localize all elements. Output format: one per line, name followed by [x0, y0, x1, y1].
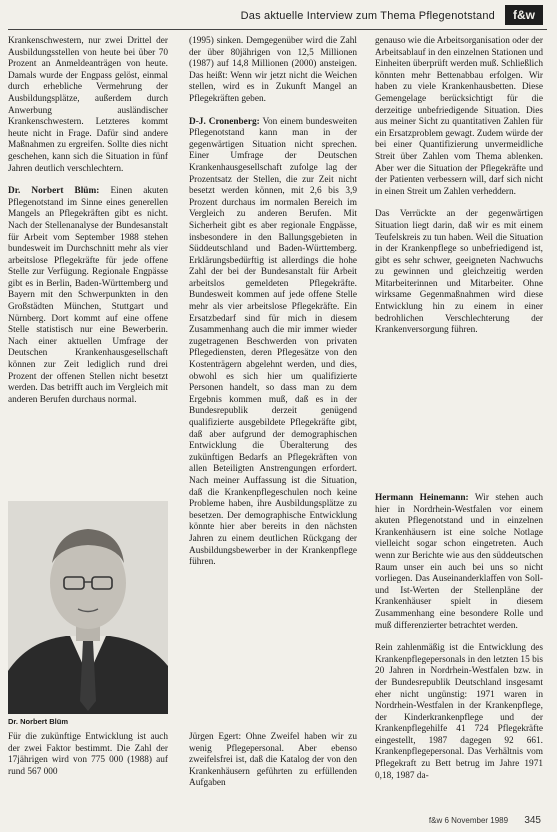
header-title: Das aktuelle Interview zum Thema Pflegenotstand: [240, 10, 495, 22]
col2-paragraph-2: [189, 117, 357, 569]
page-header: [0, 0, 557, 30]
column-2: [189, 36, 357, 580]
page-footer: [429, 815, 541, 826]
speaker-heinemann: Hermann Heinemann:: [375, 493, 469, 503]
col1-paragraph-1: Krankenschwestern, nur zwei Drittel der Ausbildungsstellen von heute bei über 70 Prozent an Anmeldeanträgen von heute. Damals wurde der Engpass gelöst, einmal durch erhebliche Vermehrung der Ausbildungsplätze, außerdem durch Anwerbung ausländischer Krankenschwestern. Letzteres kommt heute nicht in Frage. Dafür sind andere Maßnahmen zu ergreifen. Sollte dies nicht geschehen, kann sich die Situation in fünf Jahren deutlich verschlechtern.: [8, 36, 168, 174]
col2-bottom-paragraph: Jürgen Egert: Ohne Zweifel haben wir zu wenig Pflegepersonal. Aber ebenso zweifelsfrei ist, daß die Katalog der von den Krankenhäusern geführten zu erfüllenden Aufgaben: [189, 732, 357, 789]
portrait-photo: [8, 501, 168, 714]
col2-paragraph-2-text: Von einem bundesweiten Pflegenotstand kann man in der gegenwärtigen Situation nicht sprechen. Einer Umfrage der Deutschen Krankenhausgesellschaft zufolge lag der Prozentsatz der Stellen, die zur Zeit nicht besetzt werden können, mit 2,6 bis 3,9 Prozent durchaus im normalen Bereich im Vergleich zu anderen Berufen. Mit Sicherheit gibt es aber regionale Engpässe, insbesondere in den Ballungsgebieten in Süddeutschland und Baden-Württemberg. Erklärungsbedürftig ist allerdings die hohe Zahl der bei der Bundesanstalt für Arbeit arbeitslos gemeldeten Pflegekräfte. Bundesweit kommen auf jede offene Stelle mehr als vier arbeitslose Pflegekräfte. Ein Ersatzbedarf sind für mich in diesem Zusammenhang auch die mir immer wieder zugetragenen Beschwerden von privaten Pflegediensten, deren Pflegesätze von den Kostenträgern abgelehnt werden, und dies, obwohl es sich hier um qualifizierte Personen handelt, so dass man zu dem Ergebnis kommen muß, daß es in der Bundesrepublik derzeit genügend qualifizierte ausgebildete Pflegekräfte gibt, daß aber aufgrund der demographischen Entwicklung die Überalterung des zukünftigen Bedarfs an Pflegekräften von allen Beteiligten Anstrengungen erfordert. Nach meiner Auffassung ist die Situation, daß die Krankenpflegeschulen noch keine Probleme haben, ihre Ausbildungsplätze zu besetzen. Der demographische Entwicklung könnte hier aber bereits in den nächsten Jahren zu einem deutlichen Rückgang der Ausbildungsbewerber in der Krankenpflege führen.: [189, 116, 358, 568]
column-1: [8, 36, 168, 417]
journal-logo: f&w: [505, 5, 543, 25]
column-3: [375, 36, 543, 348]
speaker-cronenberg: D-J. Cronenberg:: [189, 116, 260, 127]
col3-paragraph-2: Das Verrückte an der gegenwärtigen Situation liegt darin, daß wir es mit einem Teufelskreis zu tun haben. Weil die Situation in der Krankenpflege so unbefriedigend ist, gibt es sehr schwer, geeigneten Nachwuchs zu gewinnen und gleichzeitig werden Mitarbeiterinnen und Mitarbeiter. Ohne wirksame Gegenmaßnahmen wird diese Entwicklung hin zu einem in einer bedrohlichen Verschlechterung der Krankenversorgung führen.: [375, 209, 543, 336]
column-1-bottom: [8, 732, 168, 778]
header-rule: [8, 29, 547, 30]
col1-paragraph-2-text: Einen akuten Pflegenotstand im Sinne eines generellen Mangels an Pflegekräften gibt es nicht. Nach der Stellenanalyse der Bundesanstalt für Arbeit vom September 1988 stehen bundesweit im Durchschnitt mehr als vier arbeitslose Pflegekräfte für jede offene Stelle zur Verfügung. Regionale Engpässe gibt es in Berlin, Baden-Württemberg und Bayern mit den Schwerpunkten in den Großstädten München, Stuttgart und Nürnberg. Dort kommt auf eine offene Stelle statistisch nur eine Bewerberin. Nach einer aktuellen Umfrage der Deutschen Krankenhausgesellschaft können zur Zeit lediglich rund drei Prozent der offenen Stellen nicht besetzt werden. Das betrifft auch im Vergleich mit anderen Berufen durchaus normal.: [8, 186, 169, 405]
col3-bottom-paragraph-1: [375, 493, 543, 632]
photo-caption: Dr. Norbert Blüm: [8, 717, 69, 726]
speaker-bluem: Dr. Norbert Blüm:: [8, 186, 100, 197]
col1-bottom-paragraph: Für die zukünftige Entwicklung ist auch der zwei Faktor bestimmt. Die Zahl der 17jährigen wird von 775 000 (1988) auf rund 567 000: [8, 732, 168, 777]
page-number: 345: [524, 815, 541, 826]
col3-bottom-paragraph-2: Rein zahlenmäßig ist die Entwicklung des Krankenpflegepersonals in den letzten 15 bis 20 Jahren in Nordrhein-Westfalen bzw. in der Bundesrepublik Deutschland insgesamt eher nicht ungünstig: 1971 waren in Nordrhein-Westfalen in der Krankenpflege, der Kinderkrankenpflege und der Krankenpflegehilfe 41 724 Pflegekräfte eingestellt, 1987 dagegen 92 661. Krankenpflegepersonal. Das Verhältnis vom Pflegekraft zu Bett betrug im Jahre 1971 0,18, 1987 da-: [375, 643, 543, 781]
col2-paragraph-1: (1995) sinken. Demgegenüber wird die Zahl der über 80jährigen von 12,5 Millionen (1987) auf 14,8 Millionen (2000) ansteigen. Das heißt: Wenn wir jetzt nicht die Weichen stellen, wird es in Zukunft Mangel an Pflegekräften geben.: [189, 36, 357, 104]
column-2-bottom: [189, 732, 357, 790]
col3-paragraph-1: genauso wie die Arbeitsorganisation oder der Arbeitsablauf in den einzelnen Stationen und Einheiten überprüft werden muß. Schließlich könnten mehr Bettenabbau erfolgen. Wir haben zu viele Krankenhausbetten. Diese Gemengelage berücksichtigt für die derzeitige unbefriedigende Situation. Dies aus meiner Sicht zu quantitativen Zahlen für ein Ersatzproblem gewagt. Zudem würde der bei einer Quantifizierung unvermeidliche Streit über Zahlen vom Thema ablenken. Aber wer die Situation der Pflegekräfte und der Patienten verbessern will, darf sich nicht in einen Streit um Zahlen verheddern.: [375, 36, 543, 197]
col3-bottom-paragraph-1-text: Wir stehen auch hier in Nordrhein-Westfalen vor einem akuten Pflegenotstand und in einzelnen Krankenhäusern ist eine solche Notlage vielleicht sogar schon eingetreten. Auch wenn zur Berichte wie aus den süddeutschen Raum unser ein auch bei uns so nicht vorliegen. Das Auseinanderklaffen von Soll- und Ist-Werten der Stellenpläne der Krankenhäuser spielt in diesem Zusammenhang eine besondere Rolle und muß differenzierter betrachtet werden.: [375, 493, 543, 631]
portrait-image: [8, 501, 168, 714]
column-3-bottom: [375, 493, 543, 793]
footer-label: f&w 6 November 1989: [428, 816, 509, 825]
col1-paragraph-2: [8, 186, 168, 406]
